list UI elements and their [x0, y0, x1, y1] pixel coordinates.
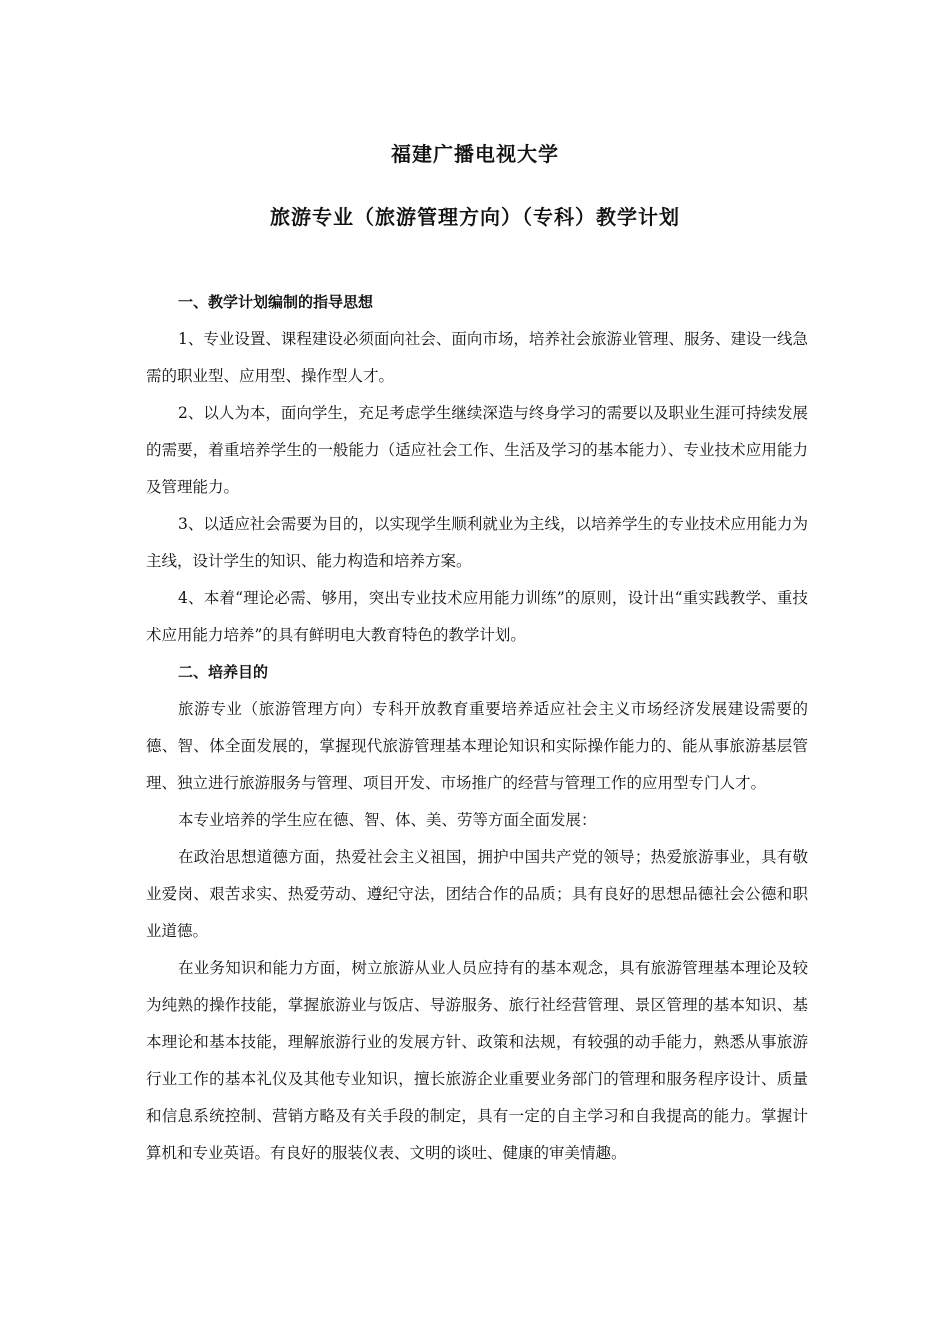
document-body [146, 284, 808, 1172]
paragraph: 1、专业设置、课程建设必须面向社会、面向市场，培养社会旅游业管理、服务、建设一线急需的职业型、应用型、操作型人才。 [146, 330, 808, 385]
paragraph: 4、本着“理论必需、够用，突出专业技术应用能力训练”的原则，设计出“重实践教学、重技术应用能力培养”的具有鲜明电大教育特色的教学计划。 [146, 589, 808, 644]
paragraph: 3、以适应社会需要为目的，以实现学生顺利就业为主线，以培养学生的专业技术应用能力为主线，设计学生的知识、能力构造和培养方案。 [146, 515, 808, 570]
plan-title: 旅游专业（旅游管理方向）（专科）教学计划 [270, 205, 680, 229]
paragraph: 本专业培养的学生应在德、智、体、美、劳等方面全面发展： [178, 811, 597, 829]
section-heading-training-goals: 二、培养目的 [178, 663, 269, 681]
paragraph: 2、以人为本，面向学生，充足考虑学生继续深造与终身学习的需要以及职业生涯可持续发展的需要，着重培养学生的一般能力（适应社会工作、生活及学习的基本能力）、专业技术应用能力及管理能力。 [146, 404, 808, 496]
paragraph: 在业务知识和能力方面，树立旅游从业人员应持有的基本观念，具有旅游管理基本理论及较为纯熟的操作技能，掌握旅游业与饭店、导游服务、旅行社经营管理、景区管理的基本知识、基本理论和基本技能，理解旅游行业的发展方针、政策和法规，有较强的动手能力，熟悉从事旅游行业工作的基本礼仪及其他专业知识，擅长旅游企业重要业务部门的管理和服务程序设计、质量和信息系统控制、营销方略及有关手段的制定，具有一定的自主学习和自我提高的能力。掌握计算机和专业英语。有良好的服装仪表、文明的谈吐、健康的审美情趣。 [146, 959, 808, 1162]
paragraph: 在政治思想道德方面，热爱社会主义祖国，拥护中国共产党的领导；热爱旅游事业，具有敬业爱岗、艰苦求实、热爱劳动、遵纪守法，团结合作的品质；具有良好的思想品德社会公德和职业道德。 [146, 848, 808, 940]
university-title: 福建广播电视大学 [391, 142, 559, 166]
section-heading-guiding-ideas: 一、教学计划编制的指导思想 [178, 293, 374, 311]
paragraph: 旅游专业（旅游管理方向）专科开放教育重要培养适应社会主义市场经济发展建设需要的德、智、体全面发展的，掌握现代旅游管理基本理论知识和实际操作能力的、能从事旅游基层管理、独立进行旅游服务与管理、项目开发、市场推广的经营与管理工作的应用型专门人才。 [146, 700, 808, 792]
